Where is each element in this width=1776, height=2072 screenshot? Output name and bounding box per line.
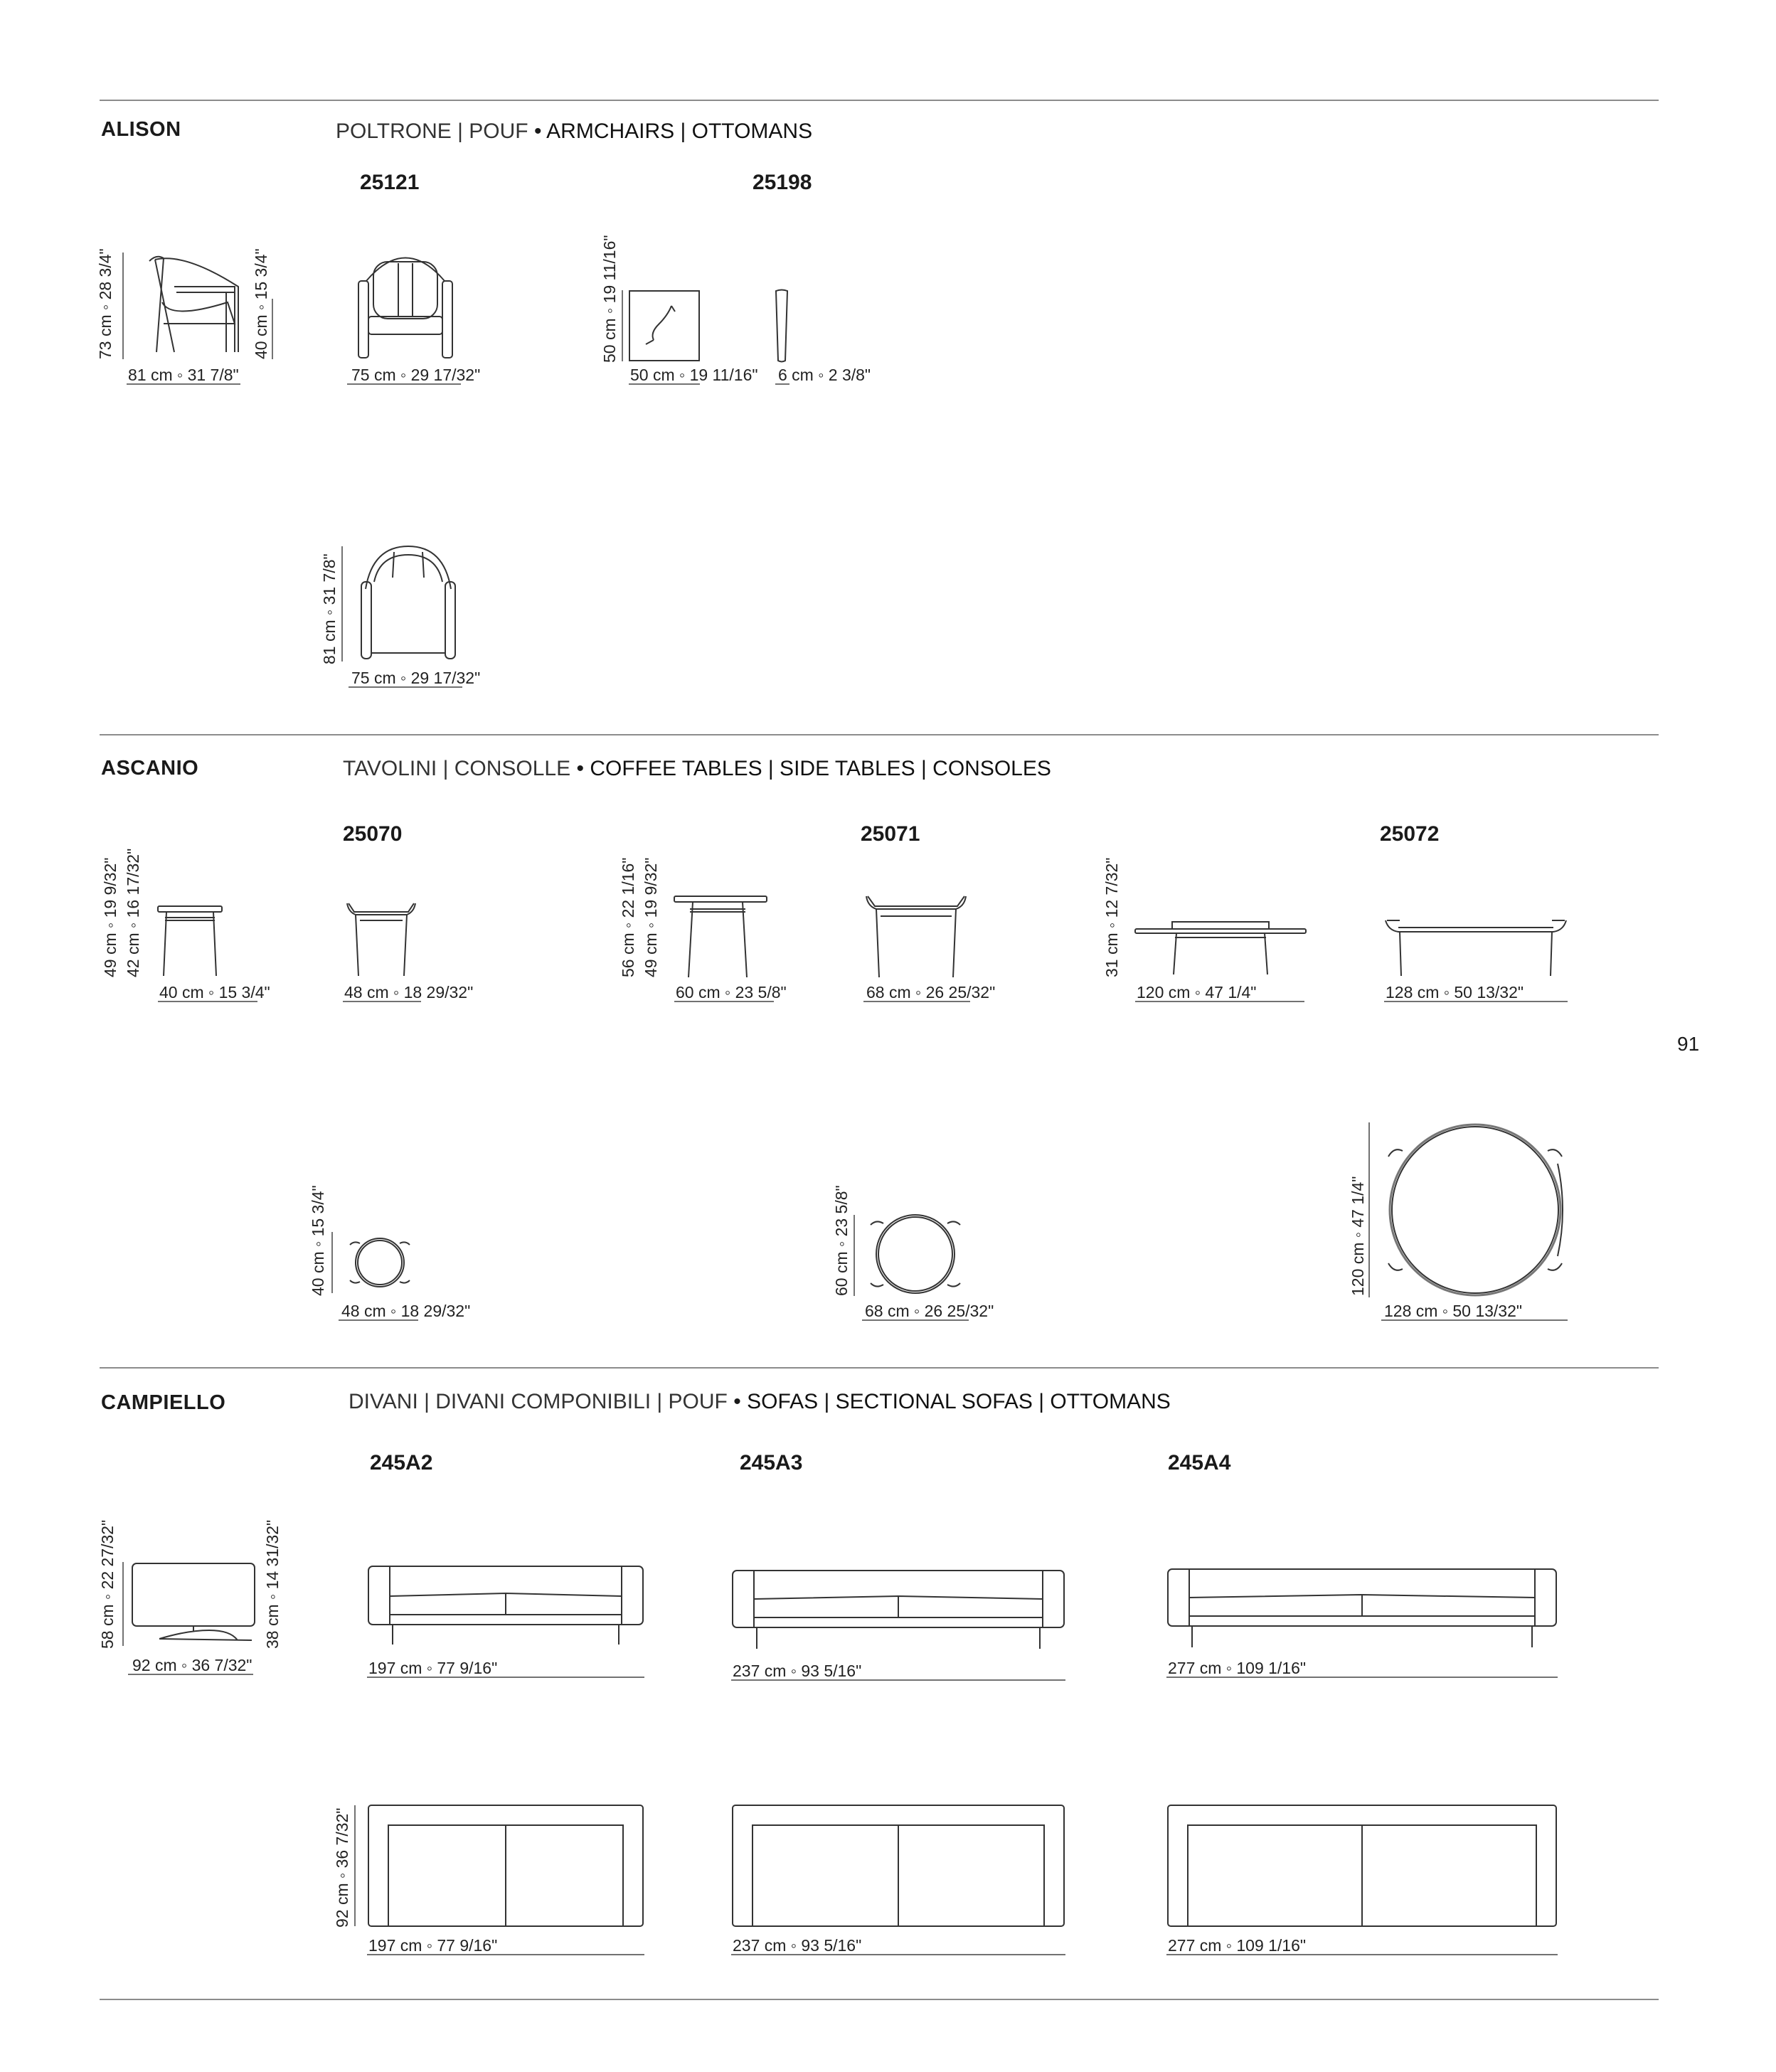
category-en: SOFAS | SECTIONAL SOFAS | OTTOMANS bbox=[747, 1390, 1171, 1413]
dim-line bbox=[330, 1232, 334, 1293]
dim-line bbox=[629, 383, 700, 386]
dim-line bbox=[127, 383, 240, 386]
dim-width: 92 cm ◦ 36 7/32" bbox=[132, 1656, 252, 1674]
dim-height: 58 cm ◦ 22 27/32" bbox=[98, 1519, 117, 1649]
section-name-ascanio: ASCANIO bbox=[101, 757, 199, 780]
dim-width: 197 cm ◦ 77 9/16" bbox=[368, 1659, 498, 1677]
product-code: 25198 bbox=[753, 171, 812, 194]
product-code: 25121 bbox=[360, 171, 420, 194]
sofa-top-view bbox=[367, 1804, 644, 1928]
dim-width: 68 cm ◦ 26 25/32" bbox=[866, 983, 996, 1002]
dim-line bbox=[852, 1215, 856, 1296]
dim-line bbox=[1384, 1000, 1568, 1003]
dim-line bbox=[339, 1319, 418, 1322]
dim-line bbox=[1367, 1122, 1371, 1297]
page-number: 91 bbox=[1677, 1033, 1700, 1055]
armchair-front-view bbox=[349, 249, 462, 359]
dim-depth: 81 cm ◦ 31 7/8" bbox=[320, 553, 339, 664]
dim-line bbox=[674, 1000, 774, 1003]
section-category-alison bbox=[336, 119, 812, 144]
side-table-front-view bbox=[346, 902, 417, 976]
dim-depth: 6 cm ◦ 2 3/8" bbox=[778, 366, 871, 384]
dim-height: 56 cm ◦ 22 1/16" bbox=[619, 857, 637, 977]
dim-depth: 92 cm ◦ 36 7/32" bbox=[333, 1807, 351, 1928]
dim-line bbox=[158, 1000, 257, 1003]
dim-height: 73 cm ◦ 28 3/4" bbox=[96, 248, 115, 359]
dim-height: 49 cm ◦ 19 9/32" bbox=[101, 857, 119, 977]
dim-width: 237 cm ◦ 93 5/16" bbox=[733, 1936, 862, 1955]
rule-bottom bbox=[100, 1999, 1659, 2000]
section-category-campiello bbox=[349, 1390, 1171, 1414]
dim-line bbox=[1166, 1953, 1558, 1956]
dim-width: 277 cm ◦ 109 1/16" bbox=[1168, 1659, 1307, 1677]
dim-width: 128 cm ◦ 50 13/32" bbox=[1386, 983, 1524, 1002]
dim-depth: 60 cm ◦ 23 5/8" bbox=[676, 983, 787, 1002]
sofa-front-view bbox=[1166, 1568, 1558, 1647]
side-table-side-view bbox=[674, 895, 767, 977]
dim-line bbox=[353, 1805, 357, 1926]
dim-line bbox=[347, 383, 461, 386]
side-table-top-view bbox=[862, 1209, 969, 1299]
ottoman-side-view bbox=[774, 289, 789, 363]
dim-width: 48 cm ◦ 18 29/32" bbox=[341, 1302, 471, 1320]
product-code: 25072 bbox=[1380, 822, 1440, 846]
dim-seat-height: 38 cm ◦ 14 31/32" bbox=[263, 1519, 282, 1649]
section-category-ascanio bbox=[343, 757, 1051, 781]
product-code: 25071 bbox=[861, 822, 920, 846]
dim-diameter: 120 cm ◦ 47 1/4" bbox=[1349, 1176, 1367, 1296]
sofa-top-view bbox=[731, 1804, 1065, 1928]
category-it: DIVANI | DIVANI COMPONIBILI | POUF bbox=[349, 1390, 728, 1413]
dim-width: 48 cm ◦ 18 29/32" bbox=[344, 983, 474, 1002]
bullet: • bbox=[533, 119, 542, 143]
dim-depth: 40 cm ◦ 15 3/4" bbox=[159, 983, 270, 1002]
product-code: 245A4 bbox=[1168, 1451, 1231, 1475]
dim-line bbox=[119, 253, 127, 359]
dim-width: 277 cm ◦ 109 1/16" bbox=[1168, 1936, 1307, 1955]
dim-diameter: 60 cm ◦ 23 5/8" bbox=[832, 1185, 851, 1296]
dim-diameter: 40 cm ◦ 15 3/4" bbox=[309, 1185, 327, 1296]
dim-seat-height: 40 cm ◦ 15 3/4" bbox=[252, 248, 270, 359]
sofa-top-view bbox=[1166, 1804, 1558, 1928]
dim-line bbox=[269, 299, 276, 359]
dim-line bbox=[620, 290, 624, 361]
ottoman-top-view bbox=[629, 290, 700, 361]
section-name-alison: ALISON bbox=[101, 118, 181, 141]
dim-width: 81 cm ◦ 31 7/8" bbox=[128, 366, 239, 384]
dim-width: 50 cm ◦ 19 11/16" bbox=[630, 366, 758, 384]
dim-height-2: 49 cm ◦ 19 9/32" bbox=[642, 857, 660, 977]
bullet: • bbox=[576, 757, 584, 780]
category-it: POLTRONE | POUF bbox=[336, 119, 528, 143]
dim-line bbox=[863, 1000, 970, 1003]
sofa-front-view bbox=[367, 1565, 644, 1645]
dim-line bbox=[731, 1679, 1065, 1681]
dim-line bbox=[121, 1562, 125, 1646]
dim-width: 68 cm ◦ 26 25/32" bbox=[865, 1302, 994, 1320]
dim-line bbox=[731, 1953, 1065, 1956]
sofa-front-view bbox=[731, 1569, 1065, 1649]
dim-line bbox=[862, 1319, 969, 1322]
coffee-table-top-view bbox=[1381, 1121, 1569, 1299]
category-en: COFFEE TABLES | SIDE TABLES | CONSOLES bbox=[590, 757, 1051, 780]
dim-width: 75 cm ◦ 29 17/32" bbox=[351, 366, 481, 384]
dim-width: 197 cm ◦ 77 9/16" bbox=[368, 1936, 498, 1955]
product-code: 245A3 bbox=[740, 1451, 803, 1475]
bullet: • bbox=[733, 1390, 741, 1413]
dim-line bbox=[349, 686, 462, 689]
dim-height: 31 cm ◦ 12 7/32" bbox=[1102, 857, 1121, 977]
category-en: ARMCHAIRS | OTTOMANS bbox=[546, 119, 813, 143]
coffee-table-side-view bbox=[1135, 920, 1306, 974]
product-code: 245A2 bbox=[370, 1451, 433, 1475]
section-name-campiello: CAMPIELLO bbox=[101, 1391, 226, 1414]
dim-line bbox=[1135, 1000, 1304, 1003]
dim-width: 75 cm ◦ 29 17/32" bbox=[351, 669, 481, 687]
sofa-side-view bbox=[131, 1562, 256, 1649]
dim-line bbox=[1381, 1319, 1568, 1322]
armchair-side-view bbox=[142, 253, 249, 359]
dim-depth: 120 cm ◦ 47 1/4" bbox=[1137, 983, 1257, 1002]
dim-line bbox=[775, 383, 789, 386]
coffee-table-front-view bbox=[1384, 918, 1568, 976]
dim-line bbox=[367, 1953, 644, 1956]
rule-top bbox=[100, 100, 1659, 101]
dim-height: 50 cm ◦ 19 11/16" bbox=[600, 235, 619, 363]
side-table-front-view bbox=[865, 895, 967, 977]
category-it: TAVOLINI | CONSOLLE bbox=[343, 757, 571, 780]
dim-line bbox=[1166, 1676, 1558, 1679]
rule-ascanio bbox=[100, 734, 1659, 735]
side-table-side-view bbox=[158, 905, 222, 976]
dim-line bbox=[340, 546, 344, 662]
dim-line bbox=[128, 1673, 253, 1676]
product-code: 25070 bbox=[343, 822, 403, 846]
dim-line bbox=[367, 1676, 644, 1679]
armchair-top-view bbox=[351, 546, 465, 662]
dim-height-2: 42 cm ◦ 16 17/32" bbox=[124, 848, 142, 977]
dim-width: 237 cm ◦ 93 5/16" bbox=[733, 1662, 862, 1680]
dim-width: 128 cm ◦ 50 13/32" bbox=[1384, 1302, 1523, 1320]
rule-campiello bbox=[100, 1367, 1659, 1369]
dim-line bbox=[343, 1000, 421, 1003]
side-table-top-view bbox=[344, 1231, 415, 1295]
